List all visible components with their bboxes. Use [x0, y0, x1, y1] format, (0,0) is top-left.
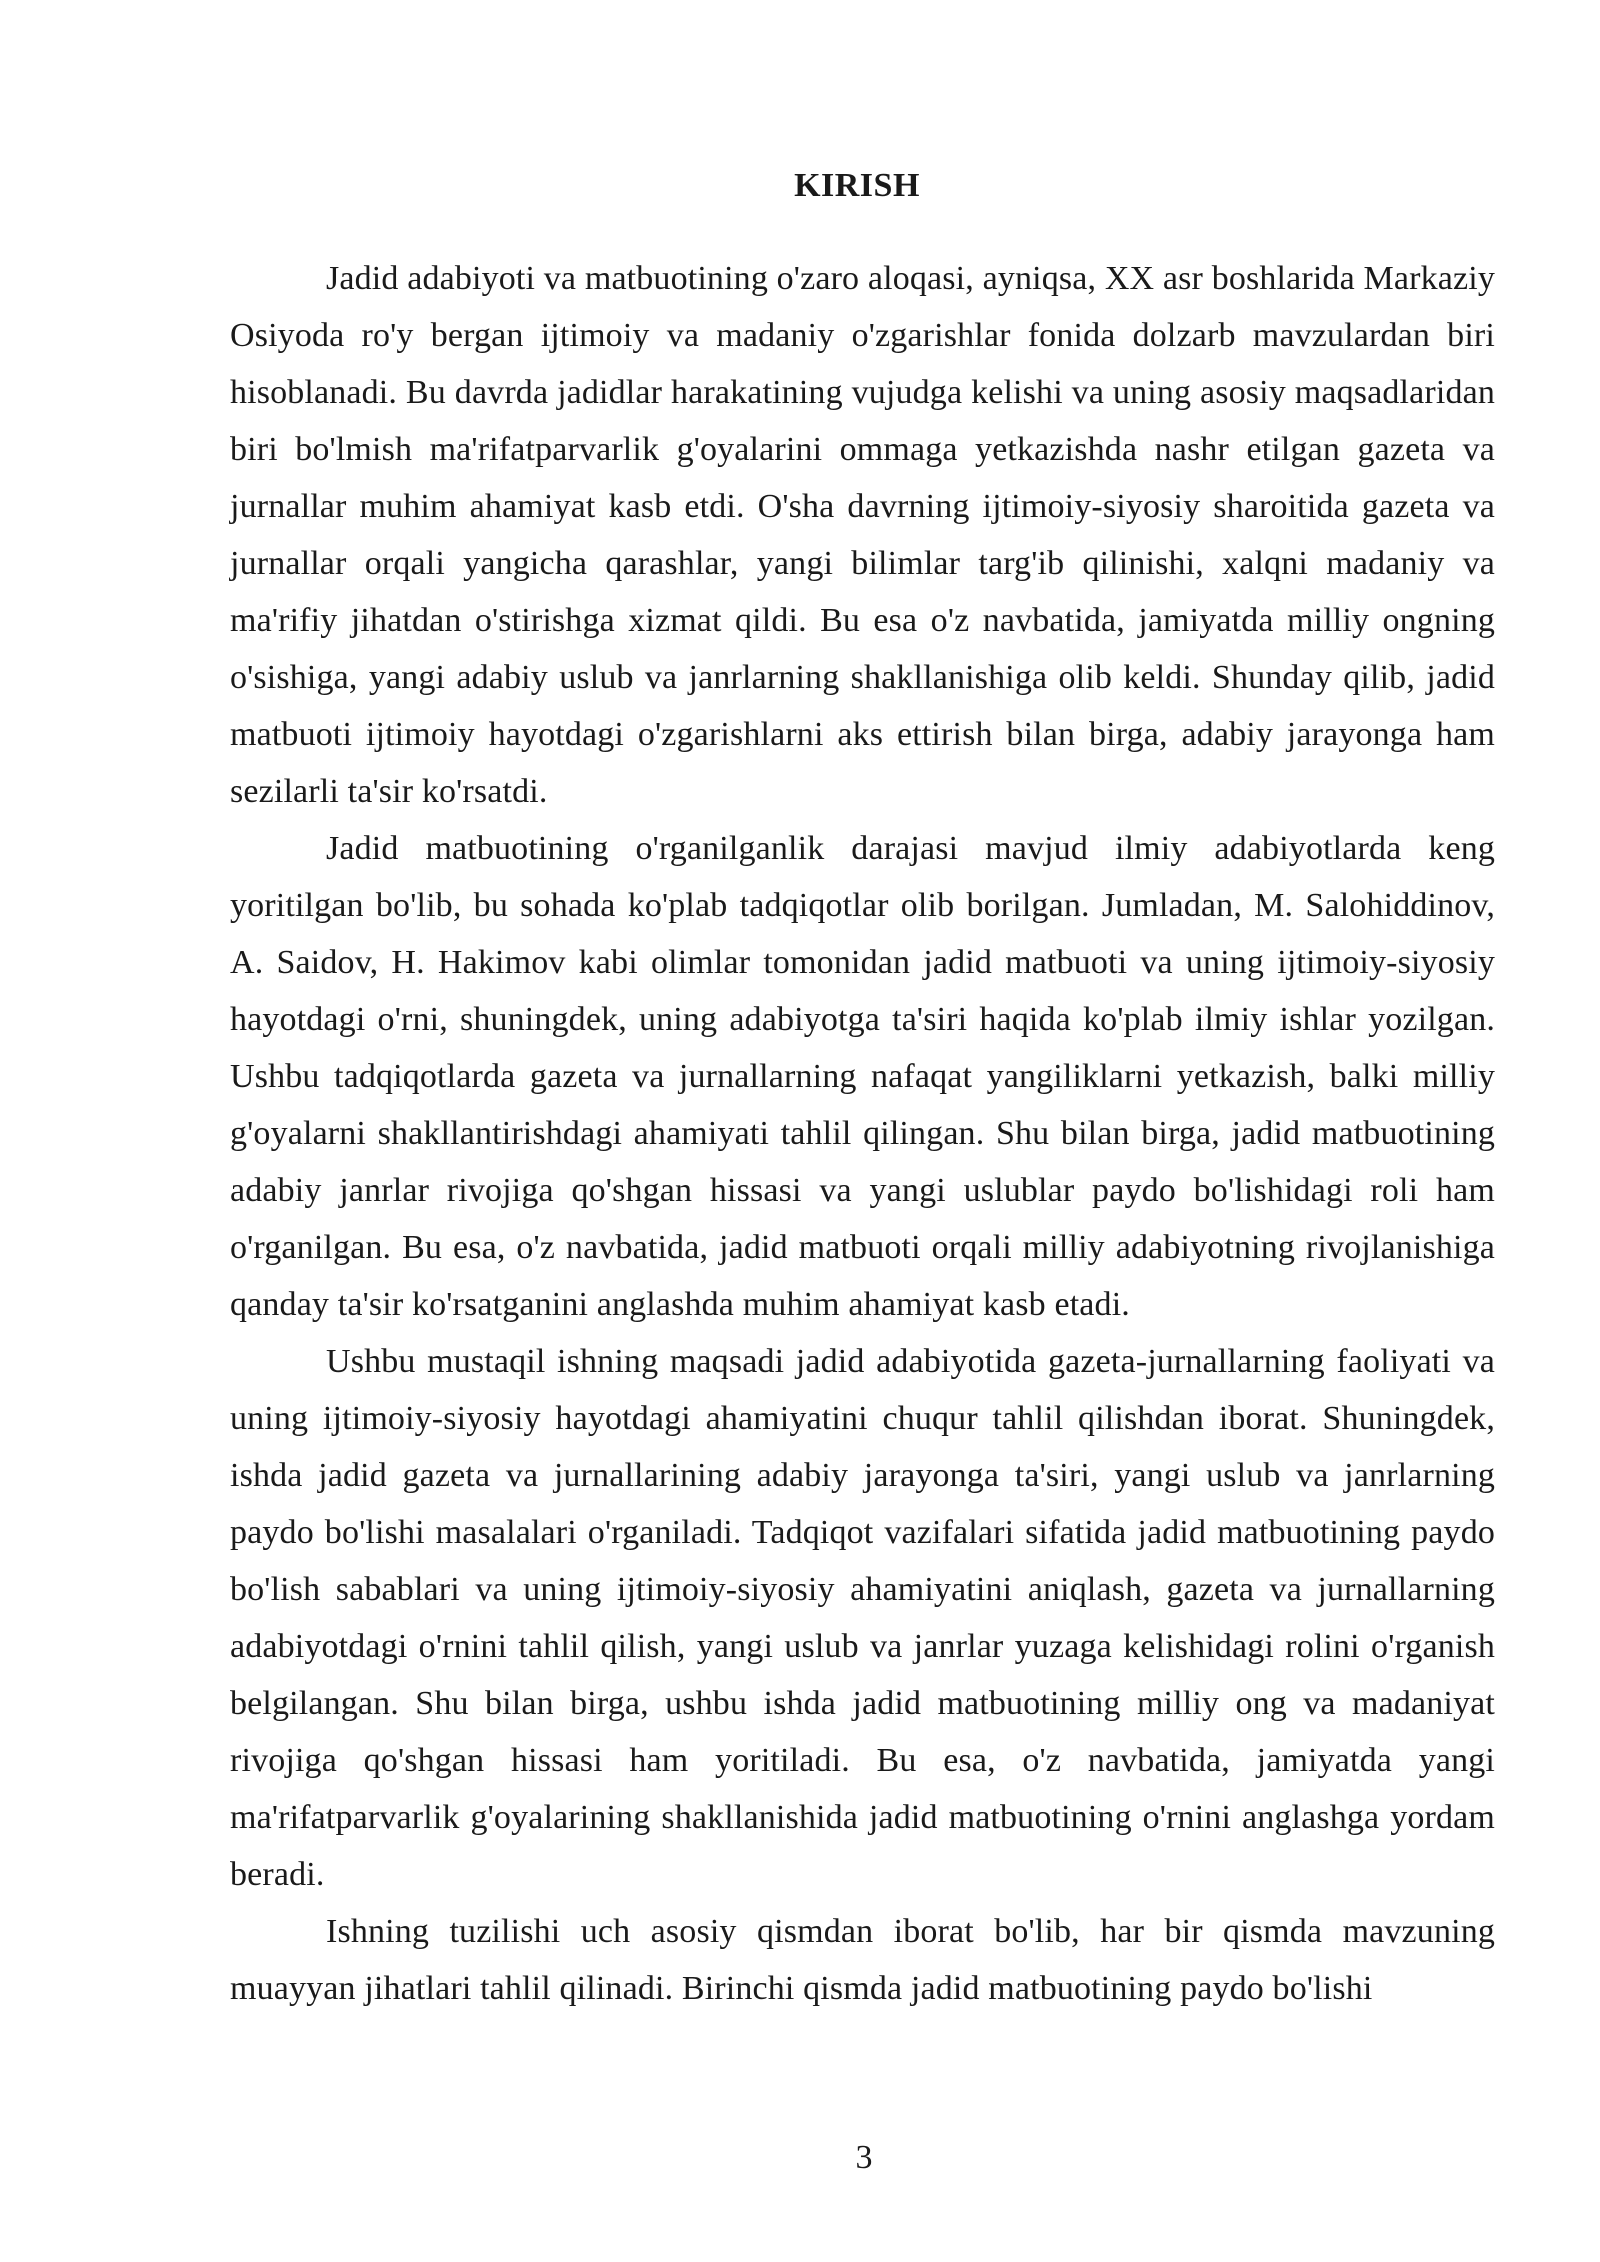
paragraph-3: Ushbu mustaqil ishning maqsadi jadid adabiyotida gazeta-jurnallarning faoliyati va uning ijtimoiy-siyosiy hayotdagi ahamiyatini chuqur tahlil qilishdan iborat. Shuningdek, ishda jadid gazeta va jurnallarining adabiy jarayonga ta'siri, yangi uslub va janrlarning paydo bo'lishi masalalari o'rganiladi. Tadqiqot vazifalari sifatida jadid matbuotining paydo bo'lish sabablari va uning ijtimoiy-siyosiy ahamiyatini aniqlash, gazeta va jurnallarning adabiyotdagi o'rnini tahlil qilish, yangi uslub va janrlar yuzaga kelishidagi rolini o'rganish belgilangan. Shu bilan birga, ushbu ishda jadid matbuotining milliy ong va madaniyat rivojiga qo'shgan hissasi ham yoritiladi. Bu esa, o'z navbatida, jamiyatda yangi ma'rifatparvarlik g'oyalarining shakllanishida jadid matbuotining o'rnini anglashga yordam beradi. [230, 1343, 1495, 1893]
paragraph-1: Jadid adabiyoti va matbuotining o'zaro aloqasi, ayniqsa, XX asr boshlarida Markaziy Osiyoda ro'y bergan ijtimoiy va madaniy o'zgarishlar fonida dolzarb mavzulardan biri hisoblanadi. Bu davrda jadidlar harakatining vujudga kelishi va uning asosiy maqsadlaridan biri bo'lmish ma'rifatparvarlik g'oyalarini ommaga yetkazishda nashr etilgan gazeta va jurnallar muhim ahamiyat kasb etdi. O'sha davrning ijtimoiy-siyosiy sharoitida gazeta va jurnallar orqali yangicha qarashlar, yangi bilimlar targ'ib qilinishi, xalqni madaniy va ma'rifiy jihatdan o'stirishga xizmat qildi. Bu esa o'z navbatida, jamiyatda milliy ongning o'sishiga, yangi adabiy uslub va janrlarning shakllanishiga olib keldi. Shunday qilib, jadid matbuoti ijtimoiy hayotdagi o'zgarishlarni aks ettirish bilan birga, adabiy jarayonga ham sezilarli ta'sir ko'rsatdi. [230, 260, 1495, 810]
section-heading: KIRISH [794, 167, 920, 204]
paragraph-4: Ishning tuzilishi uch asosiy qismdan iborat bo'lib, har bir qismda mavzuning muayyan jihatlari tahlil qilinadi. Birinchi qismda jadid matbuotining paydo bo'lishi [230, 1913, 1495, 2007]
paragraph-2: Jadid matbuotining o'rganilganlik darajasi mavjud ilmiy adabiyotlarda keng yoritilgan bo'lib, bu sohada ko'plab tadqiqotlar olib borilgan. Jumladan, M. Salohiddinov, A. Saidov, H. Hakimov kabi olimlar tomonidan jadid matbuoti va uning ijtimoiy-siyosiy hayotdagi o'rni, shuningdek, uning adabiyotga ta'siri haqida ko'plab ilmiy ishlar yozilgan. Ushbu tadqiqotlarda gazeta va jurnallarning nafaqat yangiliklarni yetkazish, balki milliy g'oyalarni shakllantirishdagi ahamiyati tahlil qilingan. Shu bilan birga, jadid matbuotining adabiy janrlar rivojiga qo'shgan hissasi va yangi uslublar paydo bo'lishidagi roli ham o'rganilgan. Bu esa, o'z navbatida, jadid matbuoti orqali milliy adabiyotning rivojlanishiga qanday ta'sir ko'rsatganini anglashda muhim ahamiyat kasb etadi. [230, 830, 1495, 1323]
page-number: 3 [855, 2139, 873, 2176]
body-text [230, 250, 1495, 2017]
